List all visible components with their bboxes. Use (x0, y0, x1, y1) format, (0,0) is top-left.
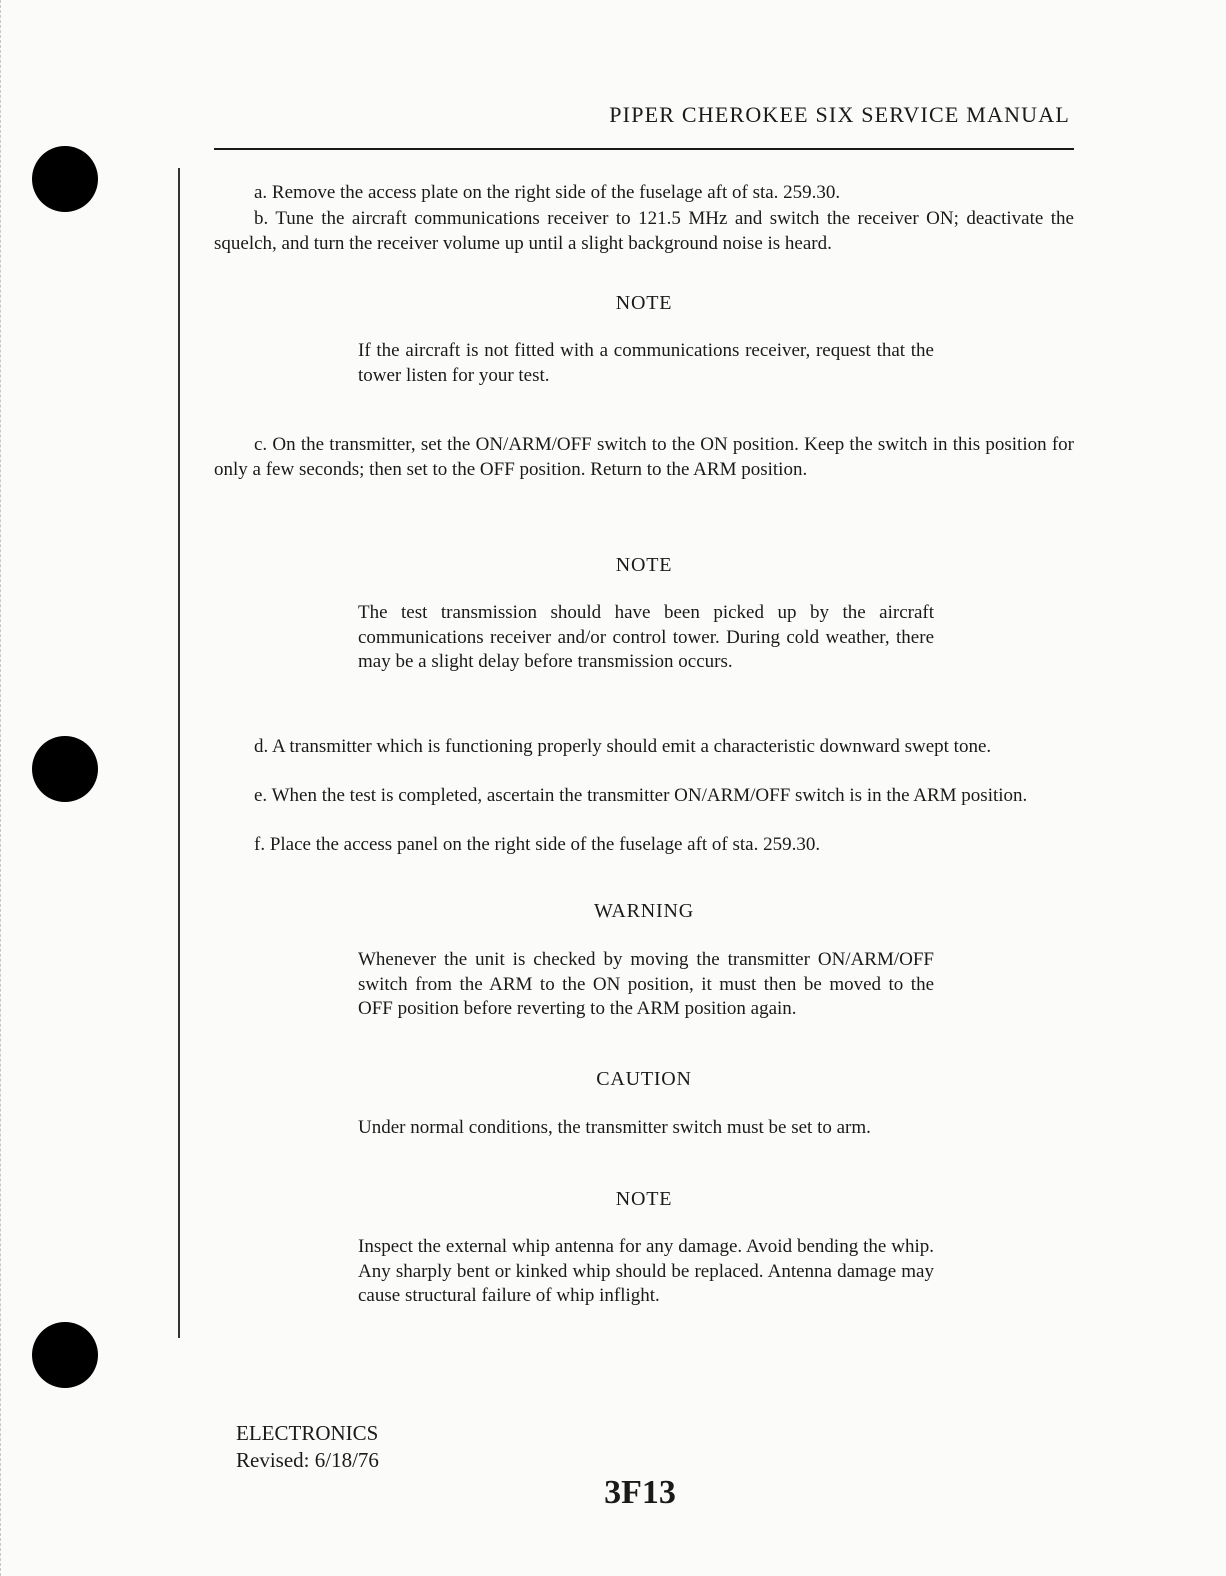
revision-date: Revised: 6/18/76 (236, 1448, 379, 1472)
binder-hole-top (32, 146, 98, 212)
revision-change-bar (178, 168, 180, 1338)
step-e: e. When the test is completed, ascertain the transmitter ON/ARM/OFF switch is in the ARM position. (254, 785, 1028, 806)
binder-hole-middle (32, 736, 98, 802)
note-body: Inspect the external whip antenna for any damage. Avoid bending the whip. Any sharply bent or kinked whip should be replaced. Antenna damage may cause structural failure of whip inflight. (358, 1236, 934, 1306)
step-a: a. Remove the access plate on the right side of the fuselage aft of sta. 259.30. (254, 182, 841, 203)
note-body: The test transmission should have been picked up by the aircraft communications receiver and/or control tower. During cold weather, there may be a slight delay before transmission occurs. (358, 602, 934, 672)
step-d: d. A transmitter which is functioning properly should emit a characteristic downward swept tone. (254, 736, 992, 757)
step-f: f. Place the access panel on the right side of the fuselage aft of sta. 259.30. (254, 834, 821, 855)
binder-hole-bottom (32, 1322, 98, 1388)
step-c: c. On the transmitter, set the ON/ARM/OFF switch to the ON position. Keep the switch in this position for only a few seconds; then set to the OFF position. Return to the ARM position. (214, 434, 1074, 480)
step-b: b. Tune the aircraft communications receiver to 121.5 MHz and switch the receiver ON; deactivate the squelch, and turn the receiver volume up until a slight background noise is heard. (214, 208, 1074, 254)
warning-body: Whenever the unit is checked by moving the transmitter ON/ARM/OFF switch from the ARM to the ON position, it must then be moved to the OFF position before reverting to the ARM position again. (358, 949, 934, 1019)
note-heading: NOTE (615, 292, 673, 314)
warning-heading: WARNING (593, 900, 695, 922)
page-edge (0, 0, 3, 1576)
page-number: 3F13 (604, 1474, 676, 1511)
header-rule (214, 148, 1074, 150)
caution-body: Under normal conditions, the transmitter switch must be set to arm. (358, 1117, 871, 1138)
caution-heading: CAUTION (596, 1068, 692, 1090)
note-heading: NOTE (615, 554, 673, 576)
manual-title: PIPER CHEROKEE SIX SERVICE MANUAL (609, 102, 1070, 127)
note-heading: NOTE (615, 1188, 673, 1210)
footer-section (236, 1420, 379, 1474)
section-name: ELECTRONICS (236, 1421, 379, 1445)
note-body: If the aircraft is not fitted with a communications receiver, request that the tower listen for your test. (358, 340, 934, 386)
